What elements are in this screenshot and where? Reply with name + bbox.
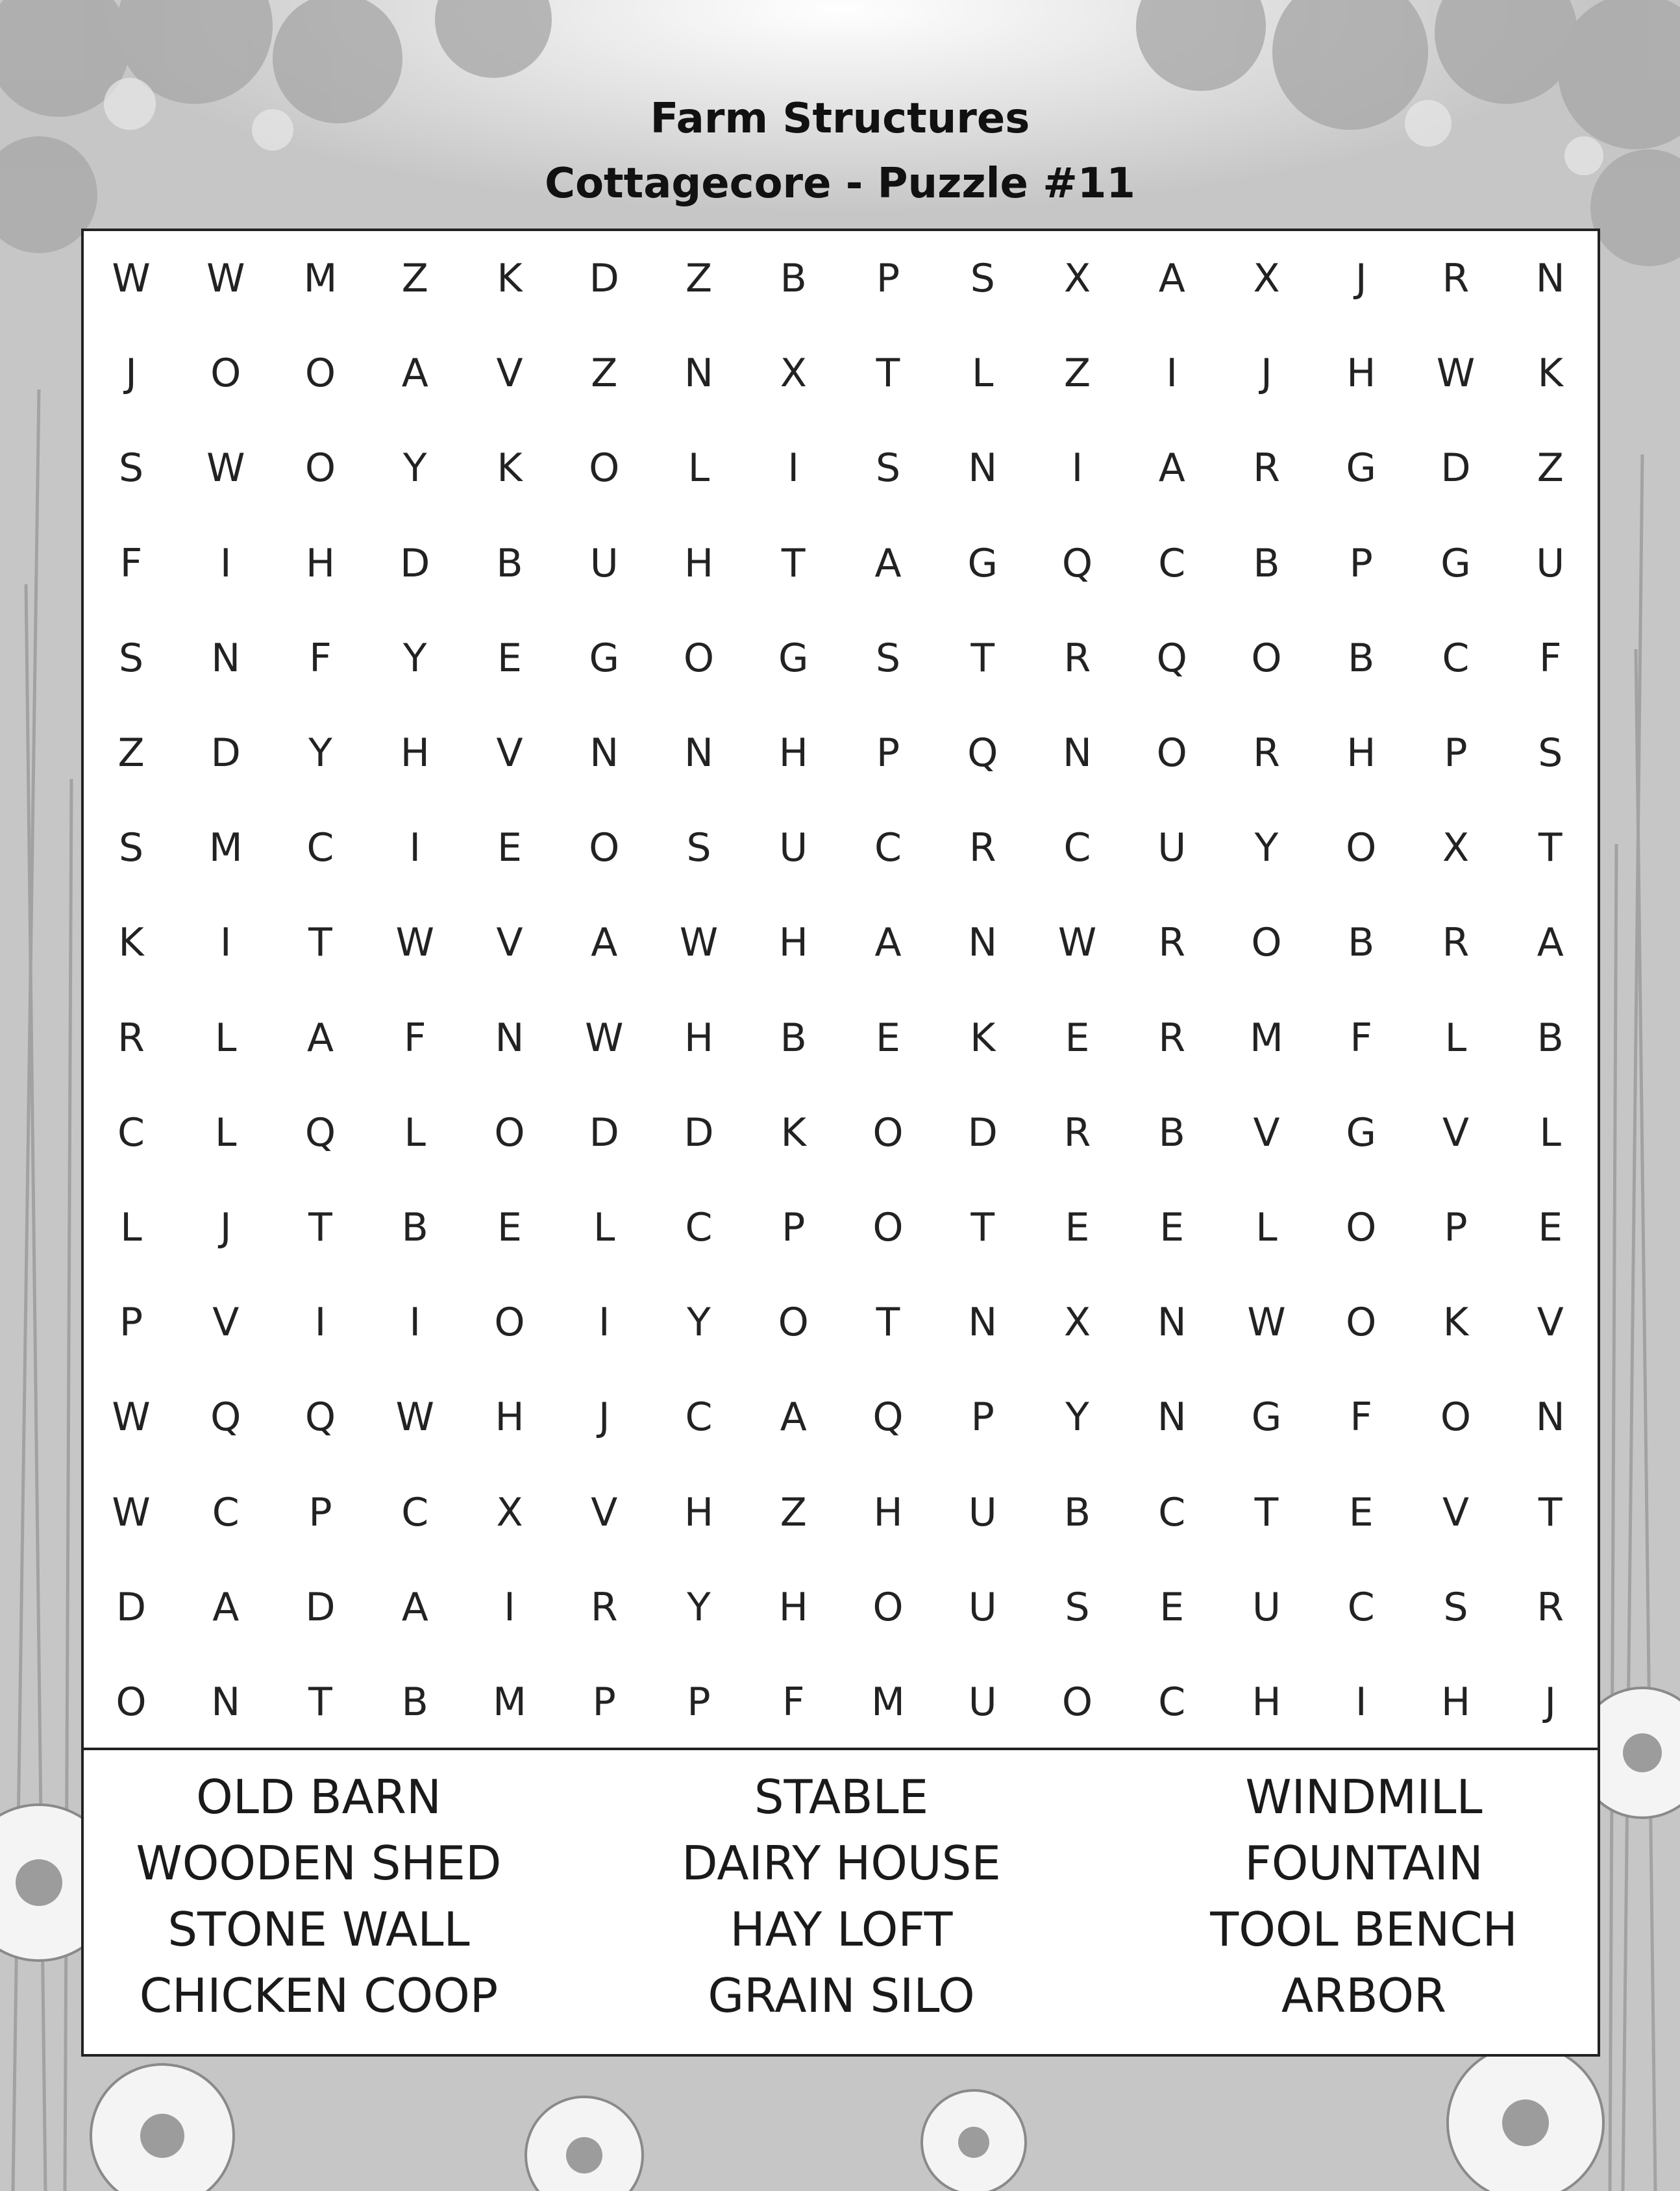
grid-cell[interactable]: C bbox=[1158, 540, 1186, 586]
grid-cell[interactable]: E bbox=[1159, 1584, 1185, 1630]
grid-cell[interactable]: Z bbox=[401, 256, 428, 301]
grid-cell[interactable]: Y bbox=[402, 635, 427, 681]
grid-cell[interactable]: H bbox=[495, 1394, 525, 1441]
grid-cell[interactable]: C bbox=[1158, 1489, 1186, 1535]
grid-cell[interactable]: A bbox=[874, 540, 902, 586]
grid-cell[interactable]: D bbox=[684, 1109, 714, 1156]
grid-cell[interactable]: Q bbox=[872, 1394, 904, 1441]
grid-cell[interactable]: K bbox=[1442, 1300, 1469, 1346]
grid-cell[interactable]: N bbox=[1063, 730, 1092, 776]
grid-cell[interactable]: F bbox=[782, 1679, 805, 1725]
grid-cell[interactable]: P bbox=[1349, 540, 1373, 586]
grid-cell[interactable]: N bbox=[589, 730, 619, 776]
grid-cell[interactable]: S bbox=[875, 445, 901, 491]
grid-cell[interactable]: U bbox=[779, 825, 808, 871]
grid-cell[interactable]: S bbox=[118, 635, 144, 681]
grid-cell[interactable]: F bbox=[1350, 1394, 1372, 1441]
grid-cell[interactable]: X bbox=[1063, 1300, 1091, 1346]
grid-cell[interactable]: H bbox=[1252, 1679, 1281, 1725]
grid-cell[interactable]: C bbox=[1158, 1679, 1186, 1725]
grid-cell[interactable]: N bbox=[211, 635, 241, 681]
grid-cell[interactable]: O bbox=[494, 1300, 525, 1346]
grid-cell[interactable]: P bbox=[876, 730, 900, 776]
grid-cell[interactable]: D bbox=[589, 1109, 619, 1156]
grid-cell[interactable]: S bbox=[118, 445, 144, 491]
grid-cell[interactable]: H bbox=[873, 1489, 903, 1535]
grid-cell[interactable]: J bbox=[598, 1394, 610, 1441]
grid-cell[interactable]: S bbox=[686, 825, 711, 871]
word-list bbox=[84, 1754, 1598, 2054]
puzzle-panel bbox=[81, 229, 1600, 2057]
grid-cell[interactable]: C bbox=[874, 825, 902, 871]
grid-cell[interactable]: W bbox=[1247, 1300, 1286, 1346]
grid-cell[interactable]: A bbox=[1537, 920, 1564, 966]
grid-cell[interactable]: Y bbox=[1254, 825, 1279, 871]
grid-cell[interactable]: J bbox=[1355, 256, 1367, 301]
grid-cell[interactable]: J bbox=[219, 1205, 232, 1250]
grid-cell[interactable]: B bbox=[1348, 920, 1375, 966]
grid-cell[interactable]: O bbox=[116, 1679, 147, 1725]
grid-cell[interactable]: L bbox=[1444, 1015, 1467, 1061]
grid-cell[interactable]: O bbox=[304, 351, 336, 397]
grid-cell[interactable]: V bbox=[496, 920, 523, 966]
grid-cell[interactable]: W bbox=[206, 445, 245, 491]
word-list-item: STONE WALL bbox=[167, 1902, 470, 1957]
grid-cell[interactable]: D bbox=[116, 1584, 147, 1630]
grid-cell[interactable]: P bbox=[687, 1679, 711, 1725]
grid-cell[interactable]: A bbox=[874, 920, 902, 966]
grid-cell[interactable]: Y bbox=[687, 1300, 711, 1346]
grid-cell[interactable]: F bbox=[403, 1015, 426, 1061]
grid-cell[interactable]: H bbox=[778, 920, 808, 966]
grid-cell[interactable]: T bbox=[970, 635, 995, 681]
grid-cell[interactable]: M bbox=[871, 1679, 905, 1725]
grid-cell[interactable]: P bbox=[876, 256, 900, 301]
grid-cell[interactable]: E bbox=[497, 825, 522, 871]
grid-cell[interactable]: E bbox=[1159, 1205, 1185, 1250]
grid-cell[interactable]: Q bbox=[1061, 540, 1093, 586]
grid-cell[interactable]: W bbox=[206, 256, 245, 301]
grid-cell[interactable]: W bbox=[112, 256, 151, 301]
grid-cell[interactable]: O bbox=[1251, 920, 1282, 966]
grid-cell[interactable]: A bbox=[780, 1394, 807, 1441]
grid-cell[interactable]: R bbox=[1063, 1109, 1091, 1156]
grid-cell[interactable]: I bbox=[409, 825, 421, 871]
grid-cell[interactable]: L bbox=[215, 1015, 237, 1061]
grid-cell[interactable]: O bbox=[778, 1300, 809, 1346]
grid-cell[interactable]: T bbox=[876, 1300, 900, 1346]
grid-cell[interactable]: B bbox=[496, 540, 523, 586]
grid-cell[interactable]: U bbox=[1252, 1584, 1281, 1630]
grid-cell[interactable]: N bbox=[968, 445, 998, 491]
grid-cell[interactable]: U bbox=[589, 540, 619, 586]
grid-cell[interactable]: H bbox=[778, 1584, 808, 1630]
grid-cell[interactable]: L bbox=[593, 1205, 615, 1250]
grid-cell[interactable]: I bbox=[314, 1300, 327, 1346]
grid-cell[interactable]: O bbox=[683, 635, 715, 681]
grid-cell[interactable]: X bbox=[496, 1489, 523, 1535]
grid-cell[interactable]: H bbox=[305, 540, 336, 586]
grid-cell[interactable]: Q bbox=[304, 1109, 336, 1156]
grid-cell[interactable]: V bbox=[1442, 1109, 1470, 1156]
grid-cell[interactable]: C bbox=[306, 825, 334, 871]
word-list-item: WINDMILL bbox=[1245, 1770, 1483, 1824]
grid-cell[interactable]: D bbox=[967, 1109, 998, 1156]
grid-cell[interactable]: C bbox=[401, 1489, 429, 1535]
grid-cell[interactable]: H bbox=[1346, 730, 1376, 776]
grid-cell[interactable]: G bbox=[967, 540, 998, 586]
grid-cell[interactable]: B bbox=[1158, 1109, 1185, 1156]
grid-cell[interactable]: U bbox=[968, 1584, 997, 1630]
grid-cell[interactable]: C bbox=[117, 1109, 145, 1156]
grid-cell[interactable]: Z bbox=[591, 351, 618, 397]
grid-cell[interactable]: I bbox=[219, 540, 232, 586]
grid-cell[interactable]: O bbox=[304, 445, 336, 491]
grid-cell[interactable]: V bbox=[496, 351, 523, 397]
grid-cell[interactable]: U bbox=[1536, 540, 1565, 586]
grid-cell[interactable]: P bbox=[970, 1394, 994, 1441]
grid-cell[interactable]: Q bbox=[304, 1394, 336, 1441]
grid-cell[interactable]: Z bbox=[685, 256, 713, 301]
grid-cell[interactable]: R bbox=[1253, 445, 1280, 491]
grid-cell[interactable]: W bbox=[679, 920, 719, 966]
grid-cell[interactable]: Q bbox=[210, 1394, 241, 1441]
grid-cell[interactable]: R bbox=[1442, 920, 1470, 966]
grid-cell[interactable]: T bbox=[1538, 1489, 1563, 1535]
grid-cell[interactable]: C bbox=[1347, 1584, 1375, 1630]
grid-cell[interactable]: K bbox=[497, 256, 523, 301]
grid-cell[interactable]: N bbox=[1535, 256, 1565, 301]
grid-cell[interactable]: N bbox=[1157, 1394, 1187, 1441]
grid-cell[interactable]: O bbox=[1440, 1394, 1472, 1441]
grid-cell[interactable]: T bbox=[970, 1205, 995, 1250]
grid-cell[interactable]: O bbox=[1346, 825, 1377, 871]
grid-cell[interactable]: O bbox=[872, 1205, 904, 1250]
grid-cell[interactable]: N bbox=[968, 920, 998, 966]
grid-cell[interactable]: C bbox=[685, 1394, 713, 1441]
grid-cell[interactable]: I bbox=[219, 920, 232, 966]
puzzle-title: Farm Structures bbox=[650, 95, 1030, 143]
grid-cell[interactable]: I bbox=[787, 445, 800, 491]
grid-cell[interactable]: V bbox=[1537, 1300, 1564, 1346]
grid-cell[interactable]: U bbox=[968, 1679, 997, 1725]
grid-cell[interactable]: B bbox=[401, 1205, 428, 1250]
grid-cell[interactable]: H bbox=[684, 540, 714, 586]
grid-cell[interactable]: K bbox=[970, 1015, 996, 1061]
grid-cell[interactable]: D bbox=[400, 540, 430, 586]
grid-cell[interactable]: C bbox=[1063, 825, 1091, 871]
grid-cell[interactable]: T bbox=[781, 540, 806, 586]
grid-cell[interactable]: B bbox=[1253, 540, 1280, 586]
grid-cell[interactable]: Z bbox=[117, 730, 145, 776]
letter-grid bbox=[84, 231, 1598, 1750]
grid-cell[interactable]: P bbox=[782, 1205, 806, 1250]
grid-cell[interactable]: L bbox=[404, 1109, 426, 1156]
grid-cell[interactable]: H bbox=[684, 1489, 714, 1535]
grid-cell[interactable]: M bbox=[493, 1679, 526, 1725]
grid-cell[interactable]: A bbox=[306, 1015, 334, 1061]
grid-cell[interactable]: K bbox=[118, 920, 144, 966]
grid-cell[interactable]: H bbox=[1440, 1679, 1471, 1725]
grid-cell[interactable]: B bbox=[780, 256, 807, 301]
grid-cell[interactable]: N bbox=[495, 1015, 525, 1061]
grid-cell[interactable]: F bbox=[1350, 1015, 1372, 1061]
grid-cell[interactable]: R bbox=[969, 825, 996, 871]
word-list-item: ARBOR bbox=[1281, 1968, 1447, 2023]
grid-cell[interactable]: A bbox=[212, 1584, 240, 1630]
grid-cell[interactable]: R bbox=[590, 1584, 618, 1630]
grid-cell[interactable]: H bbox=[684, 1015, 714, 1061]
grid-cell[interactable]: G bbox=[1346, 1109, 1376, 1156]
grid-cell[interactable]: G bbox=[778, 635, 809, 681]
grid-cell[interactable]: F bbox=[309, 635, 332, 681]
grid-cell[interactable]: E bbox=[497, 1205, 522, 1250]
grid-cell[interactable]: X bbox=[1063, 256, 1091, 301]
grid-cell[interactable]: O bbox=[589, 825, 620, 871]
grid-cell[interactable]: F bbox=[119, 540, 143, 586]
grid-cell[interactable]: Z bbox=[1063, 351, 1091, 397]
grid-cell[interactable]: B bbox=[1348, 635, 1375, 681]
grid-cell[interactable]: O bbox=[1251, 635, 1282, 681]
grid-cell[interactable]: L bbox=[120, 1205, 142, 1250]
grid-cell[interactable]: B bbox=[1537, 1015, 1564, 1061]
grid-cell[interactable]: G bbox=[1251, 1394, 1282, 1441]
grid-cell[interactable]: N bbox=[684, 730, 713, 776]
grid-cell[interactable]: A bbox=[591, 920, 618, 966]
grid-cell[interactable]: I bbox=[1071, 445, 1083, 491]
grid-cell[interactable]: O bbox=[1061, 1679, 1093, 1725]
grid-cell[interactable]: E bbox=[1065, 1015, 1090, 1061]
grid-cell[interactable]: O bbox=[1156, 730, 1187, 776]
grid-cell[interactable]: X bbox=[780, 351, 807, 397]
grid-cell[interactable]: D bbox=[210, 730, 241, 776]
grid-cell[interactable]: W bbox=[395, 1394, 434, 1441]
grid-cell[interactable]: D bbox=[589, 256, 619, 301]
grid-cell[interactable]: X bbox=[1253, 256, 1280, 301]
grid-cell[interactable]: S bbox=[970, 256, 995, 301]
grid-cell[interactable]: R bbox=[1063, 635, 1091, 681]
grid-cell[interactable]: T bbox=[308, 1205, 332, 1250]
puzzle-subtitle: Cottagecore - Puzzle #11 bbox=[545, 160, 1135, 208]
grid-cell[interactable]: L bbox=[1255, 1205, 1278, 1250]
grid-cell[interactable]: H bbox=[400, 730, 430, 776]
grid-cell[interactable]: E bbox=[876, 1015, 900, 1061]
grid-cell[interactable]: N bbox=[968, 1300, 998, 1346]
grid-cell[interactable]: W bbox=[1057, 920, 1097, 966]
grid-cell[interactable]: S bbox=[118, 825, 144, 871]
grid-cell[interactable]: M bbox=[208, 825, 243, 871]
grid-cell[interactable]: D bbox=[1440, 445, 1471, 491]
grid-cell[interactable]: E bbox=[1348, 1489, 1374, 1535]
grid-cell[interactable]: L bbox=[972, 351, 994, 397]
grid-cell[interactable]: W bbox=[1436, 351, 1476, 397]
grid-cell[interactable]: N bbox=[211, 1679, 241, 1725]
grid-cell[interactable]: Y bbox=[687, 1584, 711, 1630]
grid-cell[interactable]: W bbox=[112, 1394, 151, 1441]
grid-cell[interactable]: O bbox=[1346, 1205, 1377, 1250]
word-list-item: OLD BARN bbox=[196, 1770, 441, 1824]
word-list-item: CHICKEN COOP bbox=[139, 1968, 499, 2023]
grid-cell[interactable]: K bbox=[497, 445, 523, 491]
grid-cell[interactable]: I bbox=[598, 1300, 610, 1346]
grid-cell[interactable]: N bbox=[684, 351, 713, 397]
grid-cell[interactable]: W bbox=[585, 1015, 624, 1061]
grid-cell[interactable]: I bbox=[1355, 1679, 1367, 1725]
grid-cell[interactable]: C bbox=[685, 1205, 713, 1250]
grid-cell[interactable]: Q bbox=[967, 730, 998, 776]
grid-cell[interactable]: T bbox=[876, 351, 900, 397]
grid-cell[interactable]: W bbox=[112, 1489, 151, 1535]
grid-cell[interactable]: U bbox=[968, 1489, 997, 1535]
grid-cell[interactable]: J bbox=[1544, 1679, 1557, 1725]
grid-cell[interactable]: Z bbox=[780, 1489, 807, 1535]
grid-cell[interactable]: T bbox=[308, 1679, 332, 1725]
grid-cell[interactable]: T bbox=[1538, 825, 1563, 871]
grid-cell[interactable]: O bbox=[1346, 1300, 1377, 1346]
grid-cell[interactable]: H bbox=[1346, 351, 1376, 397]
grid-cell[interactable]: D bbox=[305, 1584, 336, 1630]
grid-cell[interactable]: P bbox=[1444, 1205, 1468, 1250]
grid-cell[interactable]: G bbox=[589, 635, 619, 681]
grid-cell[interactable]: A bbox=[401, 351, 428, 397]
grid-cell[interactable]: O bbox=[210, 351, 241, 397]
grid-cell[interactable]: Y bbox=[1065, 1394, 1089, 1441]
grid-cell[interactable]: K bbox=[1537, 351, 1563, 397]
grid-cell[interactable]: P bbox=[1444, 730, 1468, 776]
grid-cell[interactable]: E bbox=[1065, 1205, 1090, 1250]
grid-cell[interactable]: V bbox=[591, 1489, 618, 1535]
grid-cell[interactable]: K bbox=[780, 1109, 806, 1156]
grid-cell[interactable]: O bbox=[872, 1109, 904, 1156]
grid-cell[interactable]: S bbox=[875, 635, 901, 681]
word-list-item: STABLE bbox=[754, 1770, 929, 1824]
grid-cell[interactable]: J bbox=[1261, 351, 1272, 397]
grid-cell[interactable]: G bbox=[1440, 540, 1471, 586]
grid-cell[interactable]: S bbox=[1538, 730, 1563, 776]
grid-cell[interactable]: R bbox=[117, 1015, 145, 1061]
grid-cell[interactable]: B bbox=[780, 1015, 807, 1061]
grid-cell[interactable]: V bbox=[212, 1300, 240, 1346]
grid-cell[interactable]: R bbox=[1537, 1584, 1564, 1630]
grid-cell[interactable]: S bbox=[1443, 1584, 1468, 1630]
grid-cell[interactable]: Y bbox=[308, 730, 332, 776]
grid-cell[interactable]: O bbox=[494, 1109, 525, 1156]
grid-cell[interactable]: R bbox=[1158, 920, 1186, 966]
grid-cell[interactable]: Q bbox=[1156, 635, 1187, 681]
grid-cell[interactable]: V bbox=[1253, 1109, 1280, 1156]
grid-cell[interactable]: R bbox=[1442, 256, 1470, 301]
grid-cell[interactable]: R bbox=[1253, 730, 1280, 776]
grid-cell[interactable]: V bbox=[496, 730, 523, 776]
grid-cell[interactable]: C bbox=[1442, 635, 1470, 681]
grid-cell[interactable]: A bbox=[1158, 445, 1185, 491]
grid-cell[interactable]: I bbox=[409, 1300, 421, 1346]
grid-cell[interactable]: R bbox=[1158, 1015, 1186, 1061]
grid-cell[interactable]: J bbox=[125, 351, 137, 397]
grid-cell[interactable]: L bbox=[1539, 1109, 1561, 1156]
grid-cell[interactable]: Y bbox=[402, 445, 427, 491]
grid-cell[interactable]: V bbox=[1442, 1489, 1470, 1535]
grid-cell[interactable]: U bbox=[1157, 825, 1187, 871]
word-list-item: FOUNTAIN bbox=[1244, 1836, 1483, 1890]
grid-cell[interactable]: E bbox=[497, 635, 522, 681]
grid-cell[interactable]: P bbox=[119, 1300, 143, 1346]
grid-cell[interactable]: N bbox=[1535, 1394, 1565, 1441]
grid-cell[interactable]: A bbox=[1158, 256, 1185, 301]
grid-cell[interactable]: I bbox=[1166, 351, 1178, 397]
word-list-item: GRAIN SILO bbox=[708, 1968, 975, 2023]
grid-cell[interactable]: S bbox=[1065, 1584, 1090, 1630]
grid-cell[interactable]: T bbox=[1254, 1489, 1279, 1535]
word-list-item: TOOL BENCH bbox=[1210, 1902, 1518, 1957]
grid-cell[interactable]: L bbox=[215, 1109, 237, 1156]
grid-cell[interactable]: T bbox=[308, 920, 332, 966]
grid-cell[interactable]: O bbox=[872, 1584, 904, 1630]
grid-cell[interactable]: O bbox=[589, 445, 620, 491]
grid-cell[interactable]: P bbox=[592, 1679, 616, 1725]
grid-cell[interactable]: W bbox=[395, 920, 434, 966]
word-list-item: HAY LOFT bbox=[730, 1902, 953, 1957]
grid-cell[interactable]: G bbox=[1346, 445, 1376, 491]
grid-cell[interactable]: Z bbox=[1537, 445, 1564, 491]
word-list-item: DAIRY HOUSE bbox=[682, 1836, 1001, 1890]
grid-cell[interactable]: L bbox=[687, 445, 710, 491]
grid-cell[interactable]: E bbox=[1538, 1205, 1563, 1250]
grid-cell[interactable]: C bbox=[212, 1489, 240, 1535]
grid-cell[interactable]: B bbox=[1063, 1489, 1091, 1535]
grid-cell[interactable]: I bbox=[504, 1584, 515, 1630]
grid-cell[interactable]: M bbox=[303, 256, 338, 301]
grid-cell[interactable]: F bbox=[1538, 635, 1562, 681]
word-list-item: WOODEN SHED bbox=[136, 1836, 502, 1890]
grid-cell[interactable]: B bbox=[401, 1679, 428, 1725]
grid-cell[interactable]: A bbox=[401, 1584, 428, 1630]
grid-cell[interactable]: P bbox=[308, 1489, 332, 1535]
grid-cell[interactable]: M bbox=[1250, 1015, 1283, 1061]
grid-cell[interactable]: N bbox=[1157, 1300, 1187, 1346]
grid-cell[interactable]: H bbox=[778, 730, 808, 776]
grid-cell[interactable]: X bbox=[1442, 825, 1470, 871]
